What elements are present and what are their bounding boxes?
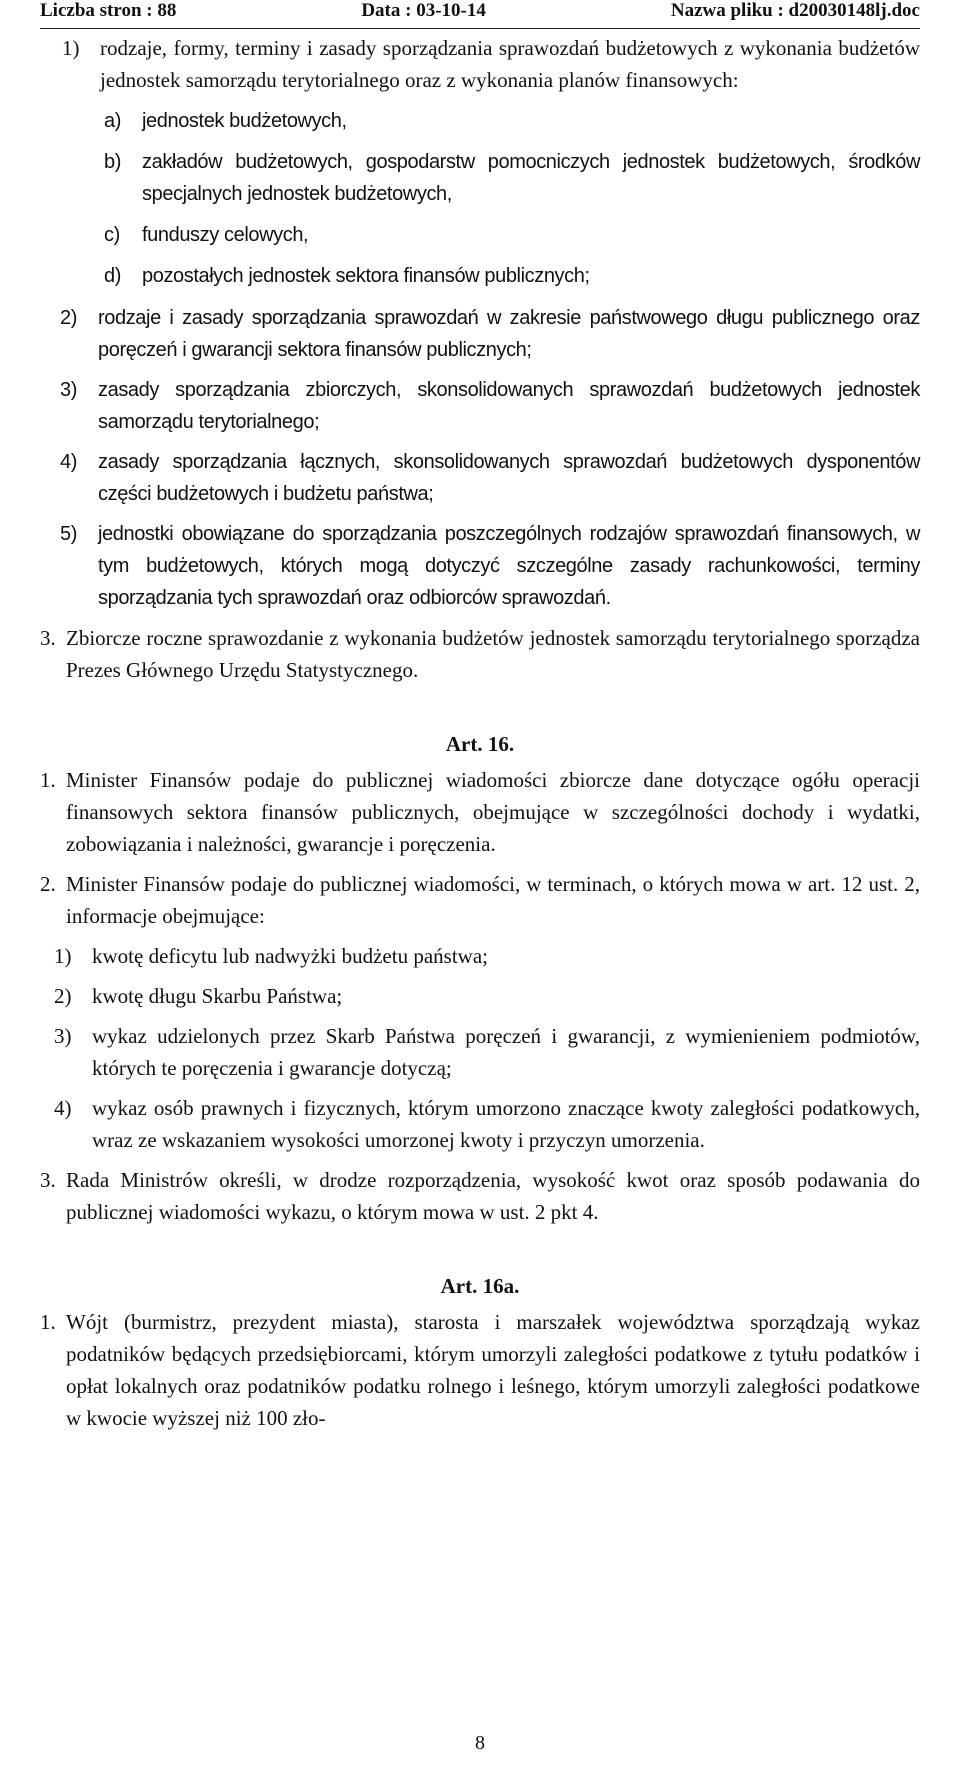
list-item: 5) jednostki obowiązane do sporządzania poszczególnych rodzajów sprawozdań finansowych, w tym budżetowych, których mogą dotyczyć szczególne zasady rachunkowości, terminy sporządzania tych sprawozdań oraz odbiorców sprawozdań.: [60, 523, 920, 609]
list-item: d) pozostałych jednostek sektora finansów publicznych;: [104, 265, 590, 287]
list-item: a) jednostek budżetowych,: [104, 110, 347, 132]
list-item: 3) wykaz udzielonych przez Skarb Państwa poręczeń i gwarancji, z wymienieniem podmiotów, których te poręczenia i gwarancje dotyczą;: [54, 1024, 920, 1080]
page-count: Liczba stron : 88: [40, 0, 177, 21]
file-name: Nazwa pliku : d20030148lj.doc: [670, 0, 920, 21]
paragraph: 3. Zbiorcze roczne sprawozdanie z wykonania budżetów jednostek samorządu terytorialnego sporządza Prezes Głównego Urzędu Statystycznego.: [40, 626, 920, 682]
list-item: b) zakładów budżetowych, gospodarstw pomocniczych jednostek budżetowych, środków specjalnych jednostek budżetowych,: [104, 151, 920, 205]
list-item: 2) rodzaje i zasady sporządzania sprawozdań w zakresie państwowego długu publicznego oraz poręczeń i gwarancji sektora finansów publicznych;: [60, 307, 920, 361]
list-item: 4) zasady sporządzania łącznych, skonsolidowanych sprawozdań budżetowych dysponentów części budżetowych i budżetu państwa;: [60, 451, 920, 505]
paragraph: 1. Wójt (burmistrz, prezydent miasta), starosta i marszałek województwa sporządzają wykaz podatników będących przedsiębiorcami, którym umorzyli zaległości podatkowe z tytułu podatków i opłat lokalnych oraz podatników podatku rolnego i leśnego, którym umorzyli zaległości podatkowe w kwocie wyższej niż 100 zło-: [40, 1310, 920, 1430]
page-number: 8: [475, 1732, 485, 1754]
article-heading: Art. 16.: [445, 732, 515, 756]
paragraph: 2. Minister Finansów podaje do publicznej wiadomości, w terminach, o których mowa w art. 12 ust. 2, informacje obejmujące:: [40, 872, 920, 928]
paragraph: 3. Rada Ministrów określi, w drodze rozporządzenia, wysokość kwot oraz sposób podawania do publicznej wiadomości wykazu, o którym mowa w ust. 2 pkt 4.: [40, 1168, 920, 1224]
list-item: c) funduszy celowych,: [104, 224, 309, 246]
list-item: 2) kwotę długu Skarbu Państwa;: [54, 984, 343, 1008]
list-item: 4) wykaz osób prawnych i fizycznych, którym umorzono znaczące kwoty zaległości podatkowych, wraz ze wskazaniem wysokości umorzonej kwoty i przyczyn umorzenia.: [54, 1096, 920, 1152]
paragraph: 1. Minister Finansów podaje do publicznej wiadomości zbiorcze dane dotyczące ogółu operacji finansowych sektora finansów publicznych, obejmujące w szczególności dochody i wydatki, zobowiązania i należności, gwarancje i poręczenia.: [40, 768, 920, 856]
list-item: 1) kwotę deficytu lub nadwyżki budżetu państwa;: [54, 944, 488, 968]
list-item: 3) zasady sporządzania zbiorczych, skonsolidowanych sprawozdań budżetowych jednostek samorządu terytorialnego;: [60, 379, 920, 433]
document-header: [40, 0, 920, 29]
article-heading: Art. 16a.: [440, 1274, 520, 1298]
document-date: Data : 03-10-14: [361, 0, 486, 21]
document-body: [40, 32, 920, 1434]
list-item: 1) rodzaje, formy, terminy i zasady sporządzania sprawozdań budżetowych z wykonania budżetów jednostek samorządu terytorialnego oraz z wykonania planów finansowych:: [62, 36, 920, 92]
